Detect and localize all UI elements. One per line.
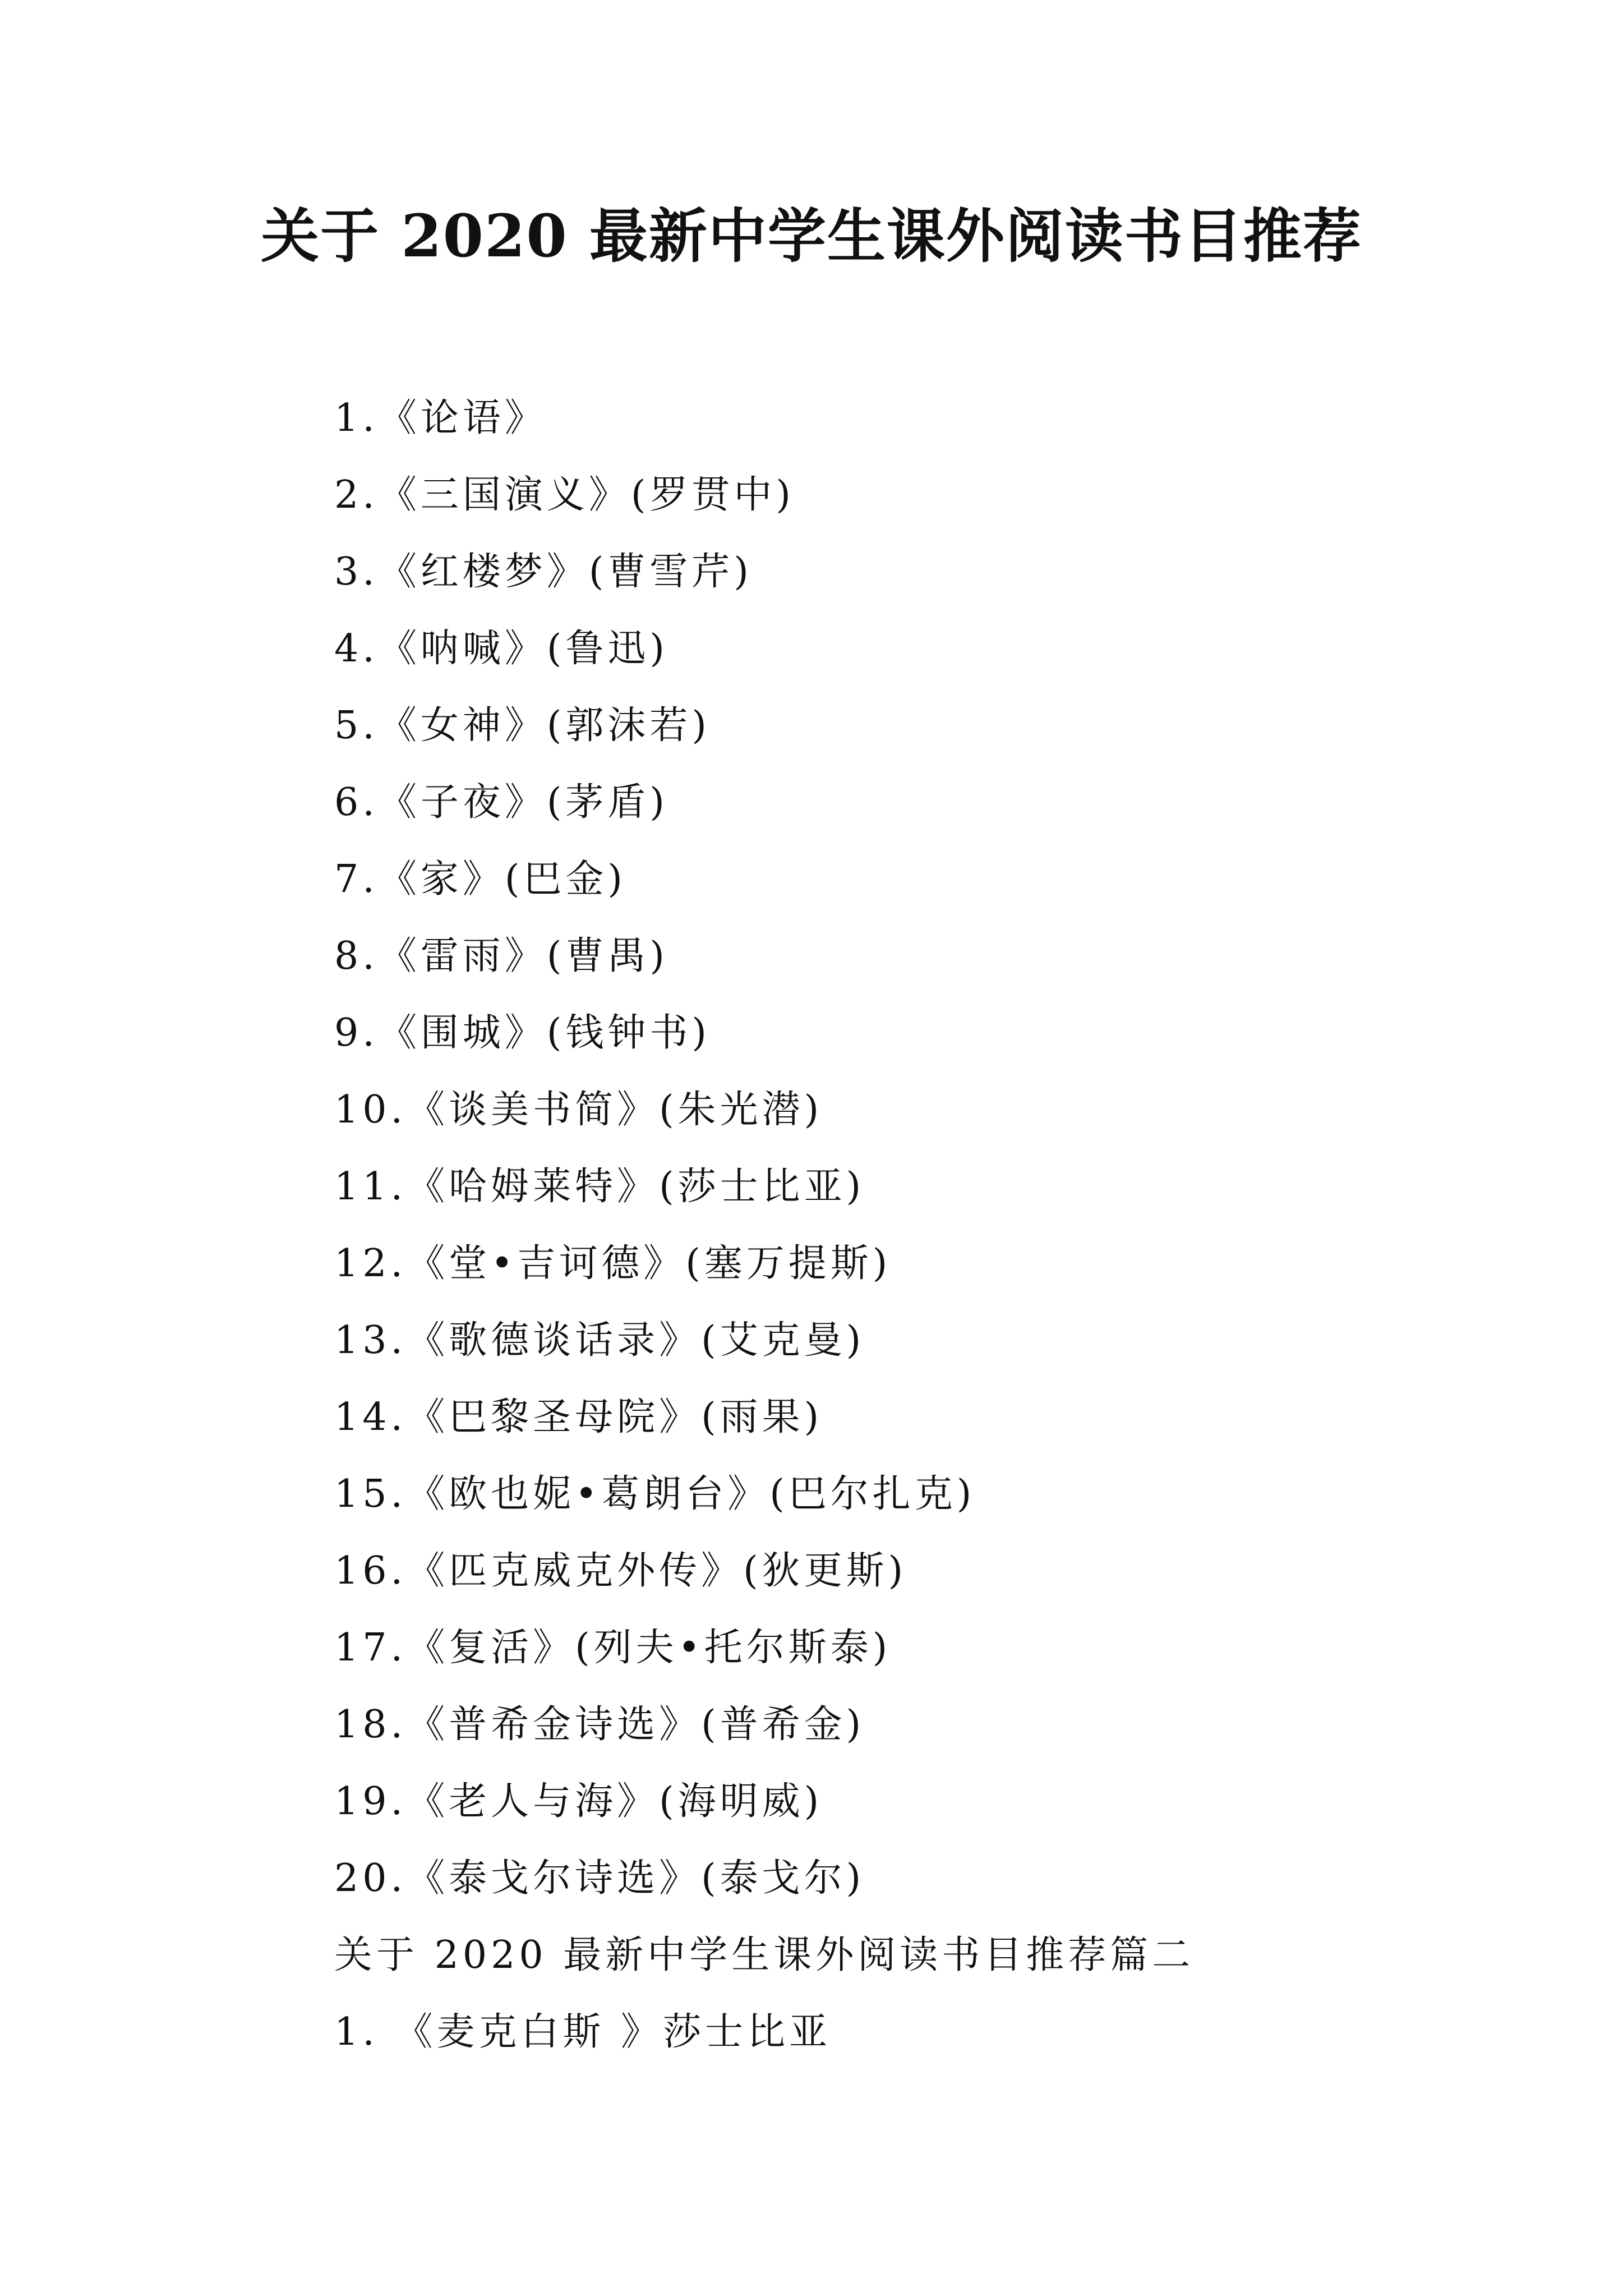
book-list — [334, 380, 1568, 2070]
list-item: 2.《三国演义》(罗贯中) — [334, 473, 795, 517]
list-item: 11.《哈姆莱特》(莎士比亚) — [334, 1165, 865, 1209]
list-item: 1. 《麦克白斯 》莎士比亚 — [334, 2010, 832, 2054]
list-item: 20.《泰戈尔诗选》(泰戈尔) — [334, 1856, 865, 1901]
list-item: 9.《围城》(钱钟书) — [334, 1011, 711, 1055]
list-item: 14.《巴黎圣母院》(雨果) — [334, 1395, 823, 1439]
list-item: 10.《谈美书简》(朱光潜) — [334, 1088, 823, 1132]
list-item: 12.《堂•吉诃德》(塞万提斯) — [334, 1241, 892, 1286]
list-item: 3.《红楼梦》(曹雪芹) — [334, 550, 753, 594]
list-item: 7.《家》(巴金) — [334, 857, 626, 901]
document-title: 关于 2020 最新中学生课外阅读书目推荐 — [261, 201, 1362, 270]
list-item: 4.《呐喊》(鲁迅) — [334, 627, 668, 671]
list-item: 16.《匹克威克外传》(狄更斯) — [334, 1549, 907, 1593]
list-item: 18.《普希金诗选》(普希金) — [334, 1703, 865, 1747]
list-item: 5.《女神》(郭沫若) — [334, 703, 711, 748]
list-item: 19.《老人与海》(海明威) — [334, 1779, 823, 1824]
list-item: 8.《雷雨》(曹禺) — [334, 934, 668, 978]
list-item: 13.《歌德谈话录》(艾克曼) — [334, 1318, 865, 1363]
section-heading: 关于 2020 最新中学生课外阅读书目推荐篇二 — [334, 1933, 1195, 1977]
list-item: 1.《论语》 — [334, 396, 547, 440]
list-item: 6.《子夜》(茅盾) — [334, 780, 668, 825]
list-item: 15.《欧也妮•葛朗台》(巴尔扎克) — [334, 1472, 976, 1516]
list-item: 17.《复活》(列夫•托尔斯泰) — [334, 1626, 892, 1670]
